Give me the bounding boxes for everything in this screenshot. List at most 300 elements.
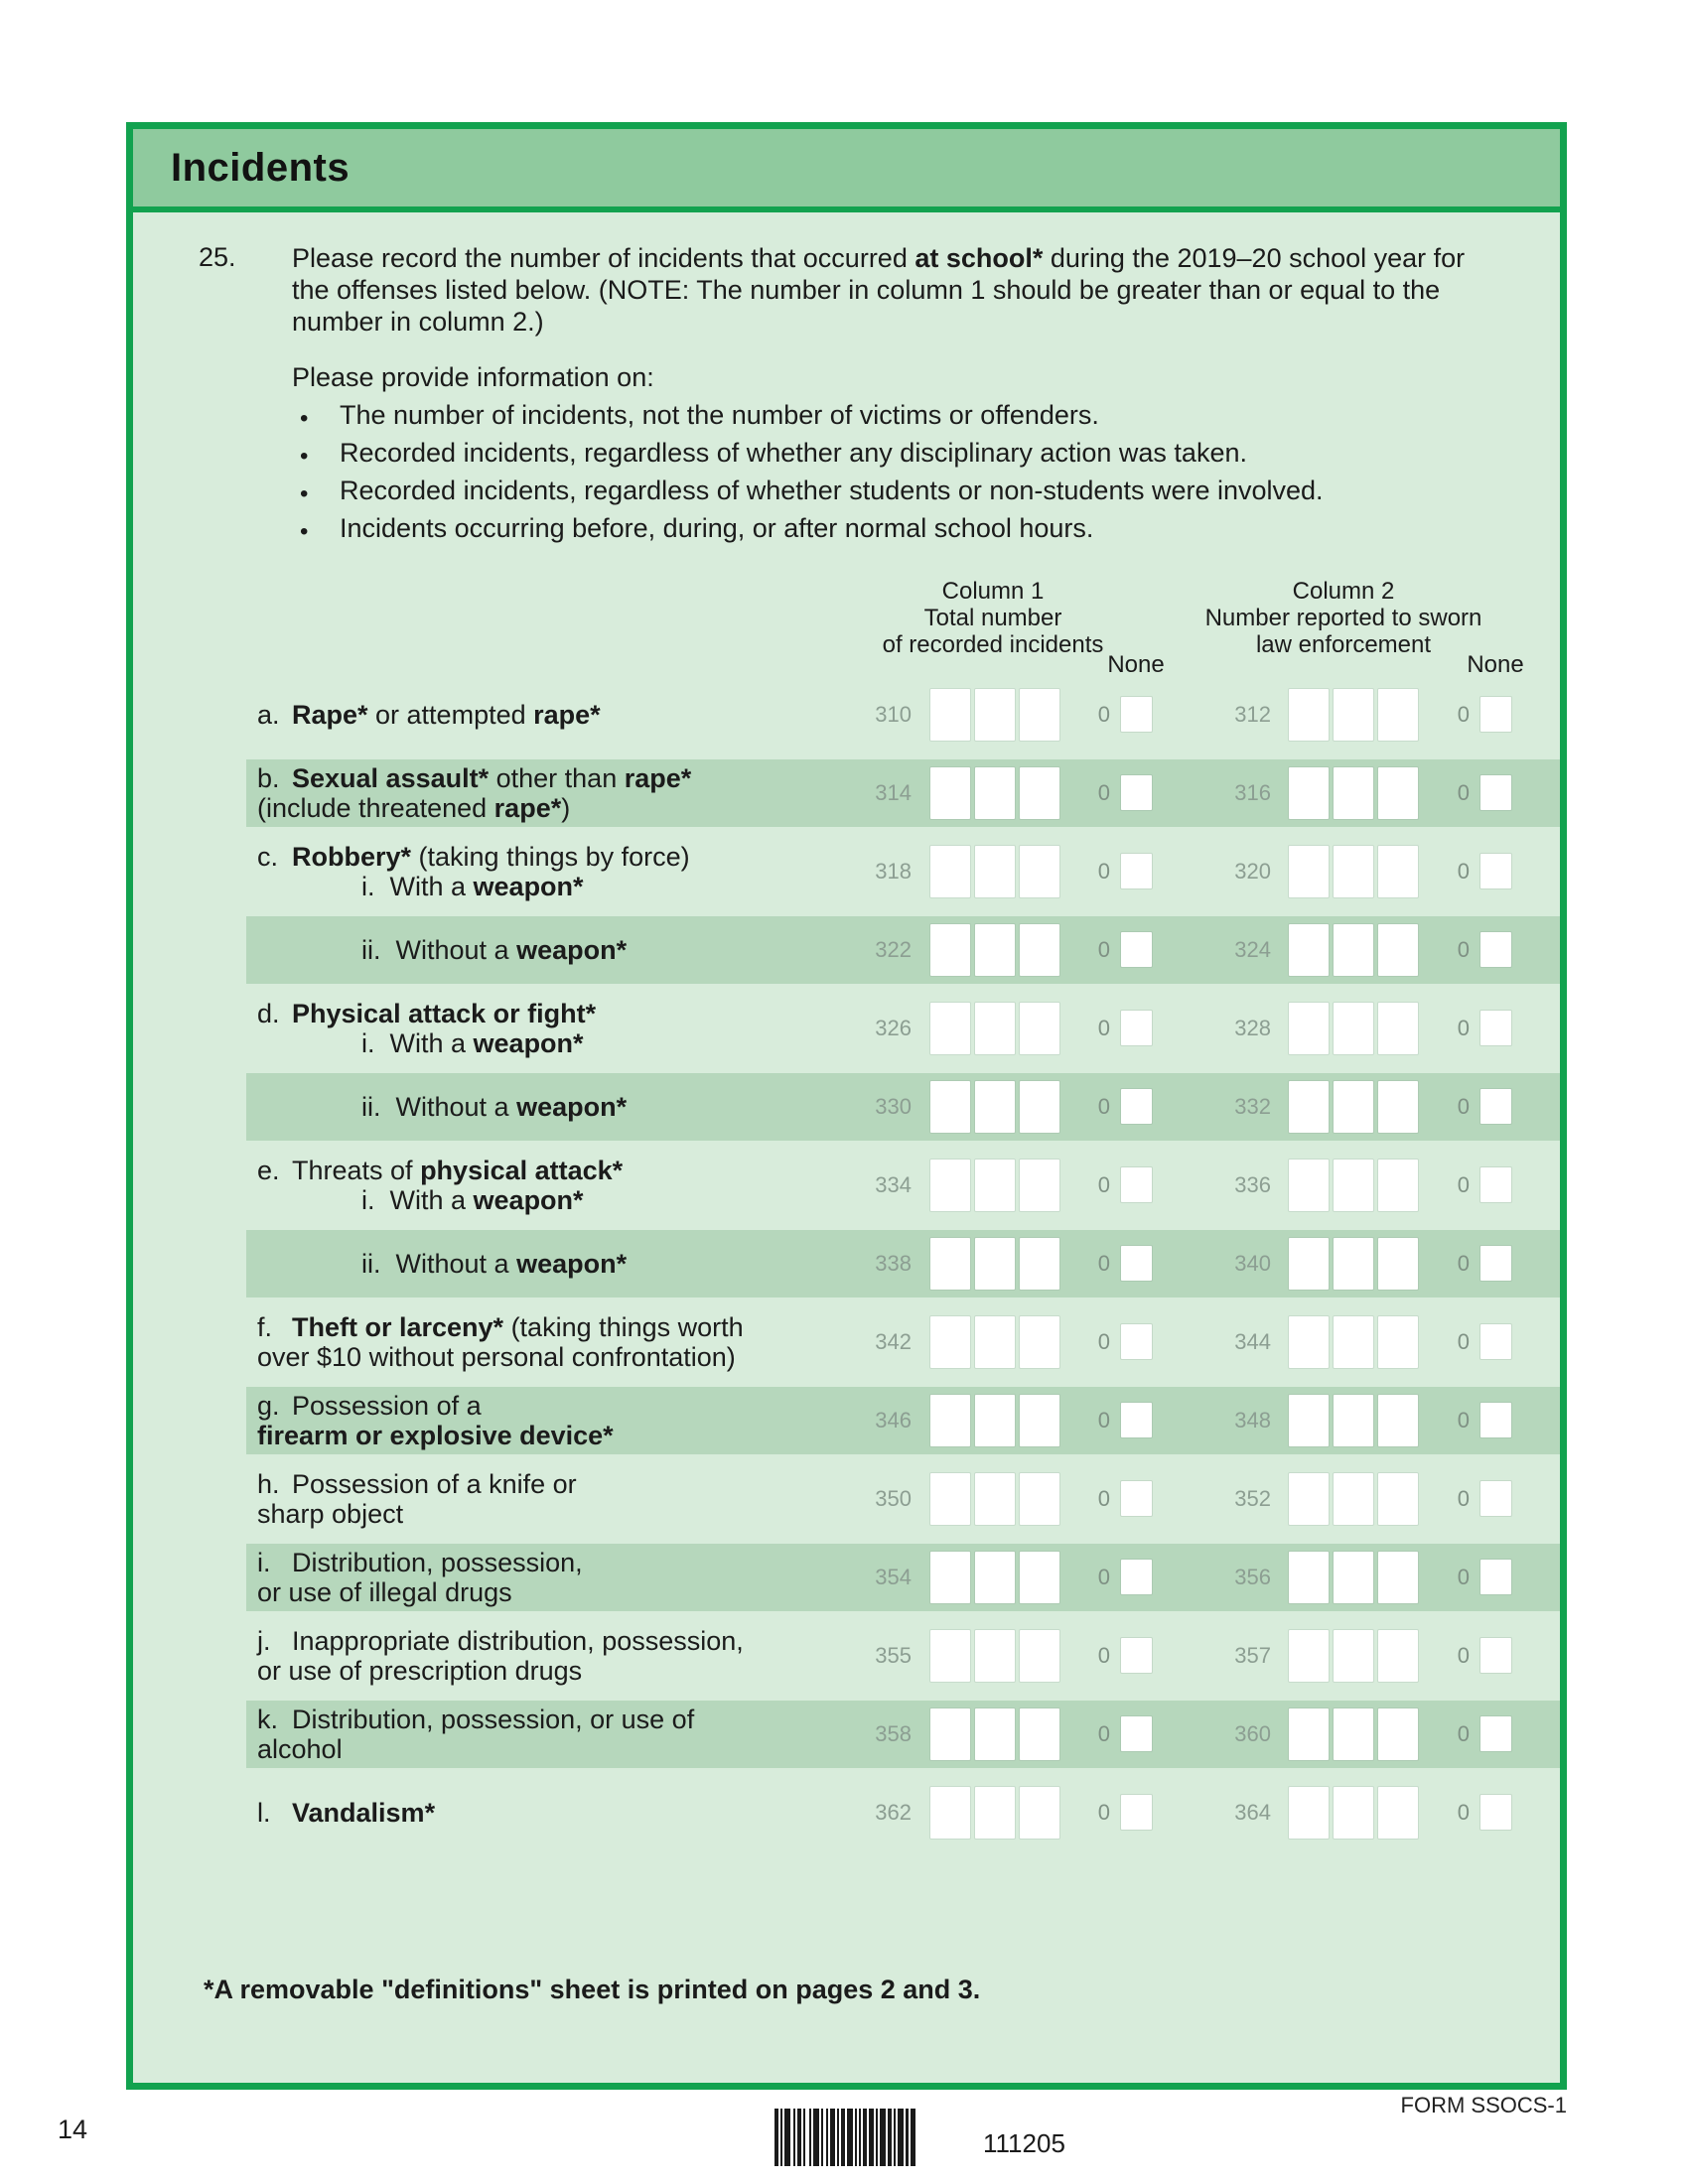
digit-box[interactable]: [975, 1787, 1015, 1839]
none-checkbox[interactable]: [1480, 854, 1511, 888]
question-text-segment: Please record the number of incidents that occurred: [292, 243, 915, 273]
row-label-line: [257, 1577, 843, 1607]
digit-box[interactable]: [930, 1708, 970, 1760]
digit-box[interactable]: [930, 767, 970, 819]
row-label-segment: weapon*: [516, 1092, 628, 1122]
digit-box[interactable]: [1378, 1395, 1418, 1446]
definitions-footnote: *A removable "definitions" sheet is printed on pages 2 and 3.: [204, 1975, 981, 2004]
column2-header-line: Number reported to sworn: [1204, 605, 1482, 631]
barcode: [774, 2109, 915, 2166]
row-label: [257, 759, 843, 827]
digit-box[interactable]: [975, 1003, 1015, 1054]
row-label-segment: Distribution, possession, or use of: [292, 1705, 695, 1734]
none-checkbox[interactable]: [1121, 1403, 1152, 1437]
row-label: [257, 1465, 843, 1533]
row-label-segment: weapon*: [516, 935, 628, 965]
row-letter: b.: [257, 763, 280, 793]
digit-box[interactable]: [1020, 924, 1059, 976]
none-checkbox[interactable]: [1121, 1716, 1152, 1751]
digit-box-group: [1289, 1630, 1418, 1682]
zero-label: 0: [1097, 1172, 1110, 1197]
digit-box[interactable]: [1289, 1395, 1329, 1446]
zero-label: 0: [1457, 1643, 1470, 1668]
digit-box-group: [1289, 1003, 1418, 1054]
entry-code: 362: [875, 1800, 912, 1825]
digit-box[interactable]: [1334, 924, 1373, 976]
digit-box[interactable]: [930, 1473, 970, 1525]
none-checkbox[interactable]: [1480, 1560, 1511, 1594]
digit-box[interactable]: [1289, 1081, 1329, 1133]
row-label-segment: Threats of: [292, 1156, 421, 1185]
row-label-segment: (include threatened: [257, 793, 494, 823]
row-label-line: [257, 842, 843, 872]
incident-row: [133, 681, 1560, 749]
digit-box[interactable]: [1334, 1160, 1373, 1211]
entry-code: 314: [875, 780, 912, 805]
digit-box[interactable]: [975, 1316, 1015, 1368]
row-label-segment: i. With a: [361, 872, 474, 901]
none-checkbox[interactable]: [1121, 1560, 1152, 1594]
row-label-segment: ): [561, 793, 571, 823]
digit-box[interactable]: [1289, 1473, 1329, 1525]
row-label: [257, 1073, 843, 1141]
row-letter: k.: [257, 1705, 279, 1734]
row-label-line: [257, 1656, 843, 1686]
zero-label: 0: [1457, 1016, 1470, 1040]
row-label-segment: Possession of a knife or: [292, 1469, 577, 1499]
question-text: [292, 242, 1503, 338]
bullet-item: [300, 476, 1491, 513]
digit-box[interactable]: [930, 1552, 970, 1603]
row-label-segment: Distribution, possession,: [292, 1548, 583, 1577]
incident-row: [133, 1779, 1560, 1846]
row-label: [257, 1387, 843, 1454]
digit-box[interactable]: [975, 1395, 1015, 1446]
row-label-segment: ii. Without a: [361, 935, 517, 965]
row-label-line: [257, 1342, 843, 1372]
incident-row: [133, 1073, 1560, 1141]
bullet-icon: •: [300, 443, 309, 470]
question-number: 25.: [199, 242, 236, 272]
row-label-segment: sharp object: [257, 1499, 404, 1529]
digit-box[interactable]: [1334, 1003, 1373, 1054]
row-label-segment: rape*: [624, 763, 692, 793]
bullet-text: Recorded incidents, regardless of whether students or non-students were involved.: [340, 476, 1324, 505]
digit-box[interactable]: [1020, 689, 1059, 741]
digit-box[interactable]: [1289, 924, 1329, 976]
digit-box-group: [1289, 1552, 1418, 1603]
row-label-line: [257, 1798, 843, 1828]
entry-code: 356: [1234, 1565, 1271, 1589]
digit-box[interactable]: [1378, 689, 1418, 741]
digit-box[interactable]: [1020, 1160, 1059, 1211]
entry-code: 312: [1234, 702, 1271, 727]
barcode-bar: [911, 2109, 915, 2166]
row-label-segment: weapon*: [473, 1185, 584, 1215]
digit-box[interactable]: [1020, 1552, 1059, 1603]
none-checkbox[interactable]: [1480, 1089, 1511, 1124]
section-header-band: [133, 129, 1560, 212]
none-checkbox[interactable]: [1480, 1481, 1511, 1516]
incident-row: [133, 838, 1560, 905]
digit-box[interactable]: [930, 1787, 970, 1839]
row-label-line: [257, 1185, 843, 1215]
row-label: [257, 1701, 843, 1768]
digit-box[interactable]: [1334, 1708, 1373, 1760]
digit-box[interactable]: [930, 1003, 970, 1054]
digit-box[interactable]: [975, 1160, 1015, 1211]
digit-box[interactable]: [1378, 1081, 1418, 1133]
incident-row: [133, 916, 1560, 984]
incident-row: [133, 759, 1560, 827]
digit-box[interactable]: [1289, 1238, 1329, 1290]
digit-box-group: [1289, 1395, 1418, 1446]
digit-box[interactable]: [1334, 1316, 1373, 1368]
digit-box-group: [930, 1473, 1059, 1525]
digit-box[interactable]: [930, 1630, 970, 1682]
section-title: Incidents: [171, 145, 351, 190]
digit-box[interactable]: [1378, 846, 1418, 897]
incident-row: [133, 1465, 1560, 1533]
digit-box[interactable]: [1289, 1316, 1329, 1368]
row-label-line: [257, 1469, 843, 1499]
column1-header-line: Column 1: [941, 578, 1045, 605]
none-checkbox[interactable]: [1480, 932, 1511, 967]
row-label-segment: ii. Without a: [361, 1249, 517, 1279]
none-checkbox[interactable]: [1121, 1011, 1152, 1045]
zero-label: 0: [1097, 1329, 1110, 1354]
digit-box[interactable]: [1020, 846, 1059, 897]
digit-box[interactable]: [975, 1081, 1015, 1133]
digit-box-group: [1289, 689, 1418, 741]
digit-box[interactable]: [1020, 767, 1059, 819]
incident-row: [133, 1152, 1560, 1219]
none-checkbox[interactable]: [1121, 1246, 1152, 1281]
zero-label: 0: [1457, 1329, 1470, 1354]
digit-box[interactable]: [1378, 1003, 1418, 1054]
digit-box[interactable]: [1334, 1787, 1373, 1839]
digit-box[interactable]: [930, 1160, 970, 1211]
entry-code: 355: [875, 1643, 912, 1668]
digit-box[interactable]: [1334, 846, 1373, 897]
question-text-segment: during the 2019–20 school year for the offenses listed below. (NOTE: The number in column 1 should be greater than or equal to the number in column 2.): [292, 243, 1466, 337]
zero-label: 0: [1097, 1486, 1110, 1511]
digit-box[interactable]: [975, 1552, 1015, 1603]
zero-label: 0: [1097, 702, 1110, 727]
digit-box[interactable]: [1378, 1316, 1418, 1368]
digit-box[interactable]: [1020, 1473, 1059, 1525]
digit-box[interactable]: [1378, 1552, 1418, 1603]
digit-box-group: [1289, 1238, 1418, 1290]
entry-code: 324: [1234, 937, 1271, 962]
none-checkbox[interactable]: [1480, 1403, 1511, 1437]
row-letter: l.: [257, 1798, 271, 1828]
digit-box[interactable]: [930, 1238, 970, 1290]
none-checkbox[interactable]: [1121, 1324, 1152, 1359]
digit-box[interactable]: [975, 1630, 1015, 1682]
none-checkbox[interactable]: [1121, 854, 1152, 888]
digit-box[interactable]: [1378, 1160, 1418, 1211]
row-letter: f.: [257, 1312, 273, 1342]
none-checkbox[interactable]: [1121, 932, 1152, 967]
none-checkbox[interactable]: [1480, 1167, 1511, 1202]
digit-box[interactable]: [1289, 689, 1329, 741]
none-checkbox[interactable]: [1480, 1246, 1511, 1281]
zero-label: 0: [1457, 1094, 1470, 1119]
column2-none-label: None: [1467, 651, 1524, 678]
zero-label: 0: [1457, 1565, 1470, 1589]
digit-box[interactable]: [1289, 846, 1329, 897]
entry-code: 348: [1234, 1408, 1271, 1433]
none-checkbox[interactable]: [1121, 1481, 1152, 1516]
digit-box-group: [1289, 1787, 1418, 1839]
row-label-line: [257, 872, 843, 901]
row-label-segment: or use of illegal drugs: [257, 1577, 512, 1607]
row-label-segment: i. With a: [361, 1185, 474, 1215]
row-label-segment: rape*: [533, 700, 601, 730]
zero-label: 0: [1097, 1094, 1110, 1119]
none-checkbox[interactable]: [1480, 1324, 1511, 1359]
incident-row: [133, 1308, 1560, 1376]
zero-label: 0: [1097, 1408, 1110, 1433]
digit-box[interactable]: [975, 924, 1015, 976]
digit-box-group: [1289, 1160, 1418, 1211]
row-label-line: [257, 1548, 843, 1577]
row-label: [257, 681, 843, 749]
digit-box[interactable]: [1334, 1238, 1373, 1290]
digit-box-group: [930, 924, 1059, 976]
row-letter: c.: [257, 842, 279, 872]
row-label-line: [257, 1626, 843, 1656]
entry-code: 334: [875, 1172, 912, 1197]
digit-box[interactable]: [1334, 1395, 1373, 1446]
digit-box[interactable]: [975, 689, 1015, 741]
digit-box-group: [1289, 1081, 1418, 1133]
digit-box[interactable]: [1334, 689, 1373, 741]
bullet-item: [300, 513, 1491, 551]
row-letter: j.: [257, 1626, 271, 1656]
entry-code: 342: [875, 1329, 912, 1354]
incident-rows: [133, 681, 1560, 1857]
entry-code: 360: [1234, 1721, 1271, 1746]
entry-code: 332: [1234, 1094, 1271, 1119]
section-content: [133, 212, 1560, 2077]
zero-label: 0: [1097, 1251, 1110, 1276]
digit-box[interactable]: [1289, 1160, 1329, 1211]
question-intro: Please provide information on:: [292, 362, 654, 392]
row-label-line: [257, 1391, 843, 1421]
entry-code: 316: [1234, 780, 1271, 805]
row-label-segment: weapon*: [516, 1249, 628, 1279]
row-label-segment: firearm or explosive device*: [257, 1421, 614, 1450]
bullet-item: [300, 438, 1491, 476]
digit-box[interactable]: [1334, 1473, 1373, 1525]
entry-code: 330: [875, 1094, 912, 1119]
row-label-line: [257, 763, 843, 793]
row-label-segment: Vandalism*: [292, 1798, 436, 1828]
row-label: [257, 995, 843, 1062]
row-label: [257, 1544, 843, 1611]
zero-label: 0: [1097, 1643, 1110, 1668]
entry-code: 320: [1234, 859, 1271, 884]
entry-code: 336: [1234, 1172, 1271, 1197]
digit-box[interactable]: [1020, 1395, 1059, 1446]
digit-box-group: [1289, 846, 1418, 897]
digit-box[interactable]: [1378, 924, 1418, 976]
digit-box[interactable]: [1334, 1630, 1373, 1682]
entry-code: 340: [1234, 1251, 1271, 1276]
row-label-segment: weapon*: [473, 1028, 584, 1058]
digit-box[interactable]: [1378, 1473, 1418, 1525]
digit-box[interactable]: [1020, 1238, 1059, 1290]
digit-box[interactable]: [1020, 1787, 1059, 1839]
digit-box[interactable]: [975, 1238, 1015, 1290]
digit-box[interactable]: [1334, 1552, 1373, 1603]
digit-box[interactable]: [1289, 767, 1329, 819]
digit-box-group: [930, 1630, 1059, 1682]
entry-code: 318: [875, 859, 912, 884]
entry-code: 328: [1234, 1016, 1271, 1040]
digit-box[interactable]: [930, 1395, 970, 1446]
digit-box-group: [930, 1395, 1059, 1446]
row-label-line: [257, 1028, 843, 1058]
digit-box[interactable]: [930, 1081, 970, 1133]
zero-label: 0: [1457, 702, 1470, 727]
row-letter: d.: [257, 999, 280, 1028]
row-label-segment: or attempted: [367, 700, 534, 730]
incident-row: [133, 995, 1560, 1062]
incident-row: [133, 1230, 1560, 1297]
row-label-segment: or use of prescription drugs: [257, 1656, 583, 1686]
digit-box[interactable]: [1289, 1787, 1329, 1839]
column2-header-line: law enforcement: [1255, 631, 1432, 658]
row-label-segment: Sexual assault*: [292, 763, 490, 793]
bullet-item: [300, 400, 1491, 438]
row-label-segment: Robbery*: [292, 842, 412, 872]
entry-code: 354: [875, 1565, 912, 1589]
row-label-segment: Rape*: [292, 700, 368, 730]
row-letter: h.: [257, 1469, 280, 1499]
row-label: [257, 1779, 843, 1846]
none-checkbox[interactable]: [1480, 775, 1511, 810]
entry-code: 350: [875, 1486, 912, 1511]
digit-box[interactable]: [1020, 1081, 1059, 1133]
bullet-list: [300, 400, 1491, 551]
digit-box[interactable]: [1378, 1787, 1418, 1839]
none-checkbox[interactable]: [1480, 1716, 1511, 1751]
none-checkbox[interactable]: [1121, 1795, 1152, 1830]
row-label: [257, 1230, 843, 1297]
incidents-section-box: [126, 122, 1567, 2090]
digit-box-group: [1289, 1473, 1418, 1525]
bullet-icon: •: [300, 405, 309, 432]
digit-box[interactable]: [930, 689, 970, 741]
none-checkbox[interactable]: [1121, 697, 1152, 732]
digit-box[interactable]: [1020, 1708, 1059, 1760]
row-label-segment: (taking things by force): [411, 842, 690, 872]
row-label-line: [257, 1249, 843, 1279]
zero-label: 0: [1457, 1721, 1470, 1746]
column1-header-line: Total number: [923, 605, 1062, 631]
digit-box[interactable]: [975, 767, 1015, 819]
incident-row: [133, 1622, 1560, 1690]
digit-box-group: [930, 689, 1059, 741]
row-label-segment: over $10 without personal confrontation): [257, 1342, 736, 1372]
digit-box[interactable]: [930, 846, 970, 897]
row-label: [257, 1308, 843, 1376]
digit-box-group: [1289, 767, 1418, 819]
zero-label: 0: [1457, 1172, 1470, 1197]
digit-box[interactable]: [1020, 1630, 1059, 1682]
digit-box[interactable]: [1289, 1003, 1329, 1054]
digit-box[interactable]: [1334, 1081, 1373, 1133]
none-checkbox[interactable]: [1121, 1167, 1152, 1202]
none-checkbox[interactable]: [1480, 1638, 1511, 1673]
digit-box[interactable]: [1289, 1630, 1329, 1682]
digit-box[interactable]: [975, 1473, 1015, 1525]
zero-label: 0: [1457, 1486, 1470, 1511]
digit-box[interactable]: [975, 1708, 1015, 1760]
digit-box[interactable]: [1020, 1003, 1059, 1054]
digit-box[interactable]: [930, 924, 970, 976]
row-label-segment: physical attack*: [420, 1156, 624, 1185]
row-label-segment: Inappropriate distribution, possession,: [292, 1626, 744, 1656]
bullet-text: Recorded incidents, regardless of whether any disciplinary action was taken.: [340, 438, 1247, 468]
digit-box[interactable]: [930, 1316, 970, 1368]
digit-box[interactable]: [1020, 1316, 1059, 1368]
entry-code: 344: [1234, 1329, 1271, 1354]
digit-box[interactable]: [1378, 1238, 1418, 1290]
none-checkbox[interactable]: [1121, 775, 1152, 810]
none-checkbox[interactable]: [1480, 697, 1511, 732]
form-id-label: FORM SSOCS-1: [1400, 2093, 1567, 2117]
digit-box-group: [930, 1708, 1059, 1760]
digit-box[interactable]: [1289, 1708, 1329, 1760]
page-number: 14: [58, 2115, 88, 2144]
zero-label: 0: [1097, 1565, 1110, 1589]
digit-box[interactable]: [975, 846, 1015, 897]
zero-label: 0: [1097, 1721, 1110, 1746]
none-checkbox[interactable]: [1480, 1795, 1511, 1830]
column2-header: [1195, 578, 1492, 658]
digit-box[interactable]: [1334, 767, 1373, 819]
none-checkbox[interactable]: [1121, 1089, 1152, 1124]
column1-header: [844, 578, 1142, 658]
row-label: [257, 1622, 843, 1690]
digit-box[interactable]: [1378, 1708, 1418, 1760]
row-label-segment: Physical attack or fight*: [292, 999, 597, 1028]
digit-box-group: [1289, 1708, 1418, 1760]
digit-box[interactable]: [1378, 767, 1418, 819]
zero-label: 0: [1457, 859, 1470, 884]
digit-box[interactable]: [1289, 1552, 1329, 1603]
entry-code: 346: [875, 1408, 912, 1433]
row-label-line: [257, 1421, 843, 1450]
zero-label: 0: [1097, 1016, 1110, 1040]
row-label-segment: ii. Without a: [361, 1092, 517, 1122]
zero-label: 0: [1457, 1408, 1470, 1433]
row-label-line: [257, 1092, 843, 1122]
digit-box[interactable]: [1378, 1630, 1418, 1682]
incident-row: [133, 1701, 1560, 1768]
none-checkbox[interactable]: [1121, 1638, 1152, 1673]
row-label-segment: other than: [489, 763, 625, 793]
none-checkbox[interactable]: [1480, 1011, 1511, 1045]
digit-box-group: [930, 1238, 1059, 1290]
row-label-segment: alcohol: [257, 1734, 343, 1764]
barcode-digits: 111205: [983, 2128, 1065, 2158]
row-label: [257, 838, 843, 905]
